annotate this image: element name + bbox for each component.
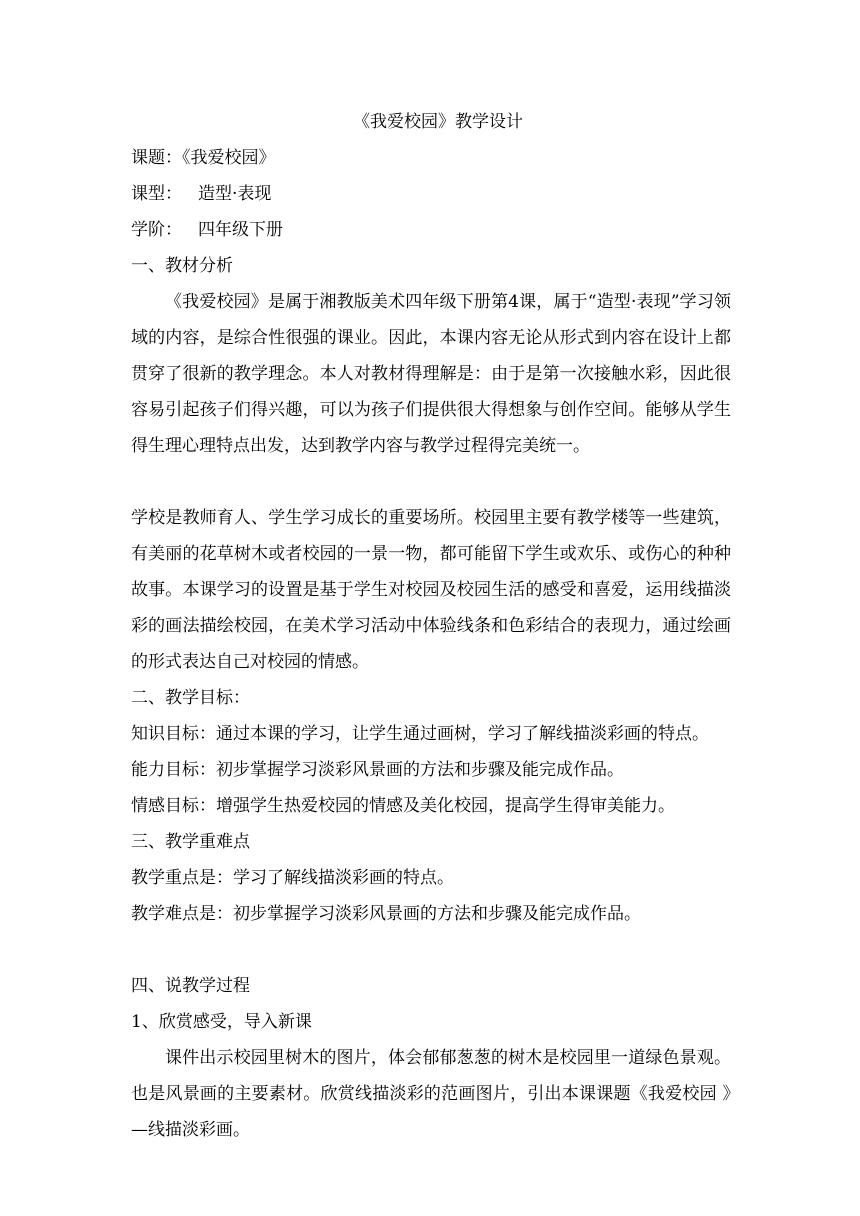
step-heading-appreciation: 1、欣赏感受，导入新课 [131, 1012, 312, 1032]
lesson-type-label: 课型： [131, 184, 182, 204]
lesson-type-value: 造型·表现 [198, 184, 272, 204]
topic-line [131, 140, 731, 176]
section-heading-teaching-goals: 二、教学目标： [131, 688, 250, 708]
section-heading-textbook-analysis: 一、教材分析 [131, 256, 233, 276]
topic-value: 《我爱校园》 [182, 148, 276, 168]
emotion-goal: 情感目标：增强学生热爱校园的情感及美化校园，提高学生得审美能力。 [131, 796, 675, 816]
lesson-type-line [131, 176, 731, 212]
textbook-analysis-paragraph: 《我爱校园》是属于湘教版美术四年级下册第4课，属于“造型·表现”学习领域的内容，是综合性很强的课业。因此，本课内容无论从形式到内容在设计上都贯穿了很新的教学理念。本人对教材得理解是：由于是第一次接触水彩，因此很容易引起孩子们得兴趣，可以为孩子们提供很大得想象与创作空间。能够从学生得生理心理特点出发，达到教学内容与教学过程得完美统一。 [131, 292, 731, 456]
section-heading-teaching-process: 四、说教学过程 [131, 976, 250, 996]
grade-value: 四年级下册 [198, 220, 283, 240]
knowledge-goal: 知识目标：通过本课的学习，让学生通过画树，学习了解线描淡彩画的特点。 [131, 724, 709, 744]
appreciation-paragraph: 课件出示校园里树木的图片，体会郁郁葱葱的树木是校园里一道绿色景观。也是风景画的主要素材。欣赏线描淡彩的范画图片，引出本课课题《我爱校园 》—线描淡彩画。 [131, 1048, 731, 1140]
ability-goal: 能力目标：初步掌握学习淡彩风景画的方法和步骤及能完成作品。 [131, 760, 624, 780]
document-body [131, 104, 731, 1148]
blank-line [131, 932, 731, 968]
school-description-paragraph: 学校是教师育人、学生学习成长的重要场所。校园里主要有教学楼等一些建筑，有美丽的花草树木或者校园的一景一物，都可能留下学生或欢乐、或伤心的种种故事。本课学习的设置是基于学生对校园及校园生活的感受和喜爱，运用线描淡彩的画法描绘校园，在美术学习活动中体验线条和色彩结合的表现力，通过绘画的形式表达自己对校园的情感。 [131, 508, 731, 672]
section-heading-key-points: 三、教学重难点 [131, 832, 250, 852]
difficult-point: 教学难点是：初步掌握学习淡彩风景画的方法和步骤及能完成作品。 [131, 904, 641, 924]
grade-line [131, 212, 731, 248]
key-point: 教学重点是：学习了解线描淡彩画的特点。 [131, 868, 454, 888]
topic-label: 课题： [131, 148, 182, 168]
blank-line [131, 464, 731, 500]
grade-label: 学阶： [131, 220, 182, 240]
document-title: 《我爱校园》教学设计 [353, 112, 523, 132]
